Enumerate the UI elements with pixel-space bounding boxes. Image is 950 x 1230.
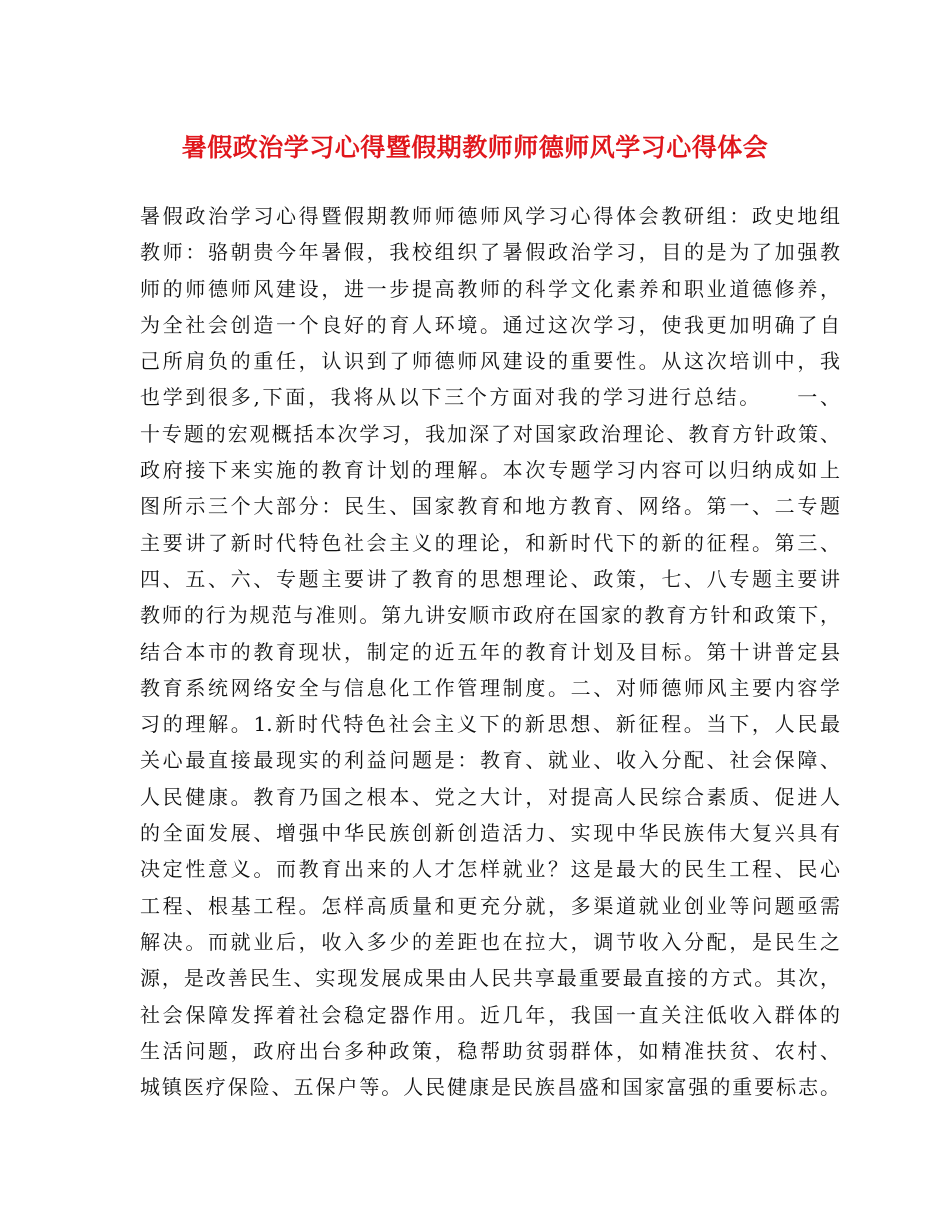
- body-line: 暑假政治学习心得暨假期教师师德师风学习心得体会教研组：政史地组: [140, 204, 840, 228]
- body-line: 主要讲了新时代特色社会主义的理论，和新时代下的新的征程。第三、: [140, 530, 840, 555]
- body-line: 四、五、六、专题主要讲了教育的思想理论、政策，七、八专题主要讲: [140, 566, 840, 591]
- body-line: 为全社会创造一个良好的育人环境。通过这次学习，使我更加明确了自: [140, 312, 840, 337]
- body-line: 人民健康。教育乃国之根本、党之大计，对提高人民综合素质、促进人: [140, 784, 840, 809]
- body-line: 关心最直接最现实的利益问题是：教育、就业、收入分配、社会保障、: [140, 748, 840, 773]
- document-body: [140, 198, 840, 1105]
- body-line: 解决。而就业后，收入多少的差距也在拉大，调节收入分配，是民生之: [140, 929, 840, 954]
- body-line: 十专题的宏观概括本次学习，我加深了对国家政治理论、教育方针政策、: [140, 421, 840, 446]
- body-line: 城镇医疗保险、五保户等。人民健康是民族昌盛和国家富强的重要标志。: [140, 1075, 840, 1100]
- body-line: 教师：骆朝贵今年暑假，我校组织了暑假政治学习，目的是为了加强教: [140, 240, 840, 265]
- body-line: 教师的行为规范与准则。第九讲安顺市政府在国家的教育方针和政策下，: [140, 603, 840, 628]
- body-line: 的全面发展、增强中华民族创新创造活力、实现中华民族伟大复兴具有: [140, 821, 840, 846]
- body-line: 源，是改善民生、实现发展成果由人民共享最重要最直接的方式。其次，: [140, 966, 840, 991]
- body-line: 己所肩负的重任，认识到了师德师风建设的重要性。从这次培训中，我: [140, 349, 840, 374]
- body-line: 生活问题，政府出台多种政策，稳帮助贫弱群体，如精准扶贫、农村、: [140, 1038, 840, 1063]
- document-title: 暑假政治学习心得暨假期教师师德师风学习心得体会: [181, 133, 769, 162]
- body-line: 教育系统网络安全与信息化工作管理制度。二、对师德师风主要内容学: [140, 675, 840, 700]
- body-line: 决定性意义。而教育出来的人才怎样就业？这是最大的民生工程、民心: [140, 857, 840, 882]
- body-line: 习的理解。1.新时代特色社会主义下的新思想、新征程。当下，人民最: [140, 712, 840, 737]
- body-line: 也学到很多,下面，我将从以下三个方面对我的学习进行总结。 一、: [140, 385, 840, 410]
- body-line: 工程、根基工程。怎样高质量和更充分就，多渠道就业创业等问题亟需: [140, 893, 840, 918]
- body-line: 政府接下来实施的教育计划的理解。本次专题学习内容可以归纳成如上: [140, 458, 840, 483]
- body-line: 社会保障发挥着社会稳定器作用。近几年，我国一直关注低收入群体的: [140, 1002, 840, 1027]
- body-line: 结合本市的教育现状，制定的近五年的教育计划及目标。第十讲普定县: [140, 639, 840, 664]
- body-line: 图所示三个大部分：民生、国家教育和地方教育、网络。第一、二专题: [140, 494, 840, 519]
- body-line: 师的师德师风建设，进一步提高教师的科学文化素养和职业道德修养，: [140, 276, 840, 301]
